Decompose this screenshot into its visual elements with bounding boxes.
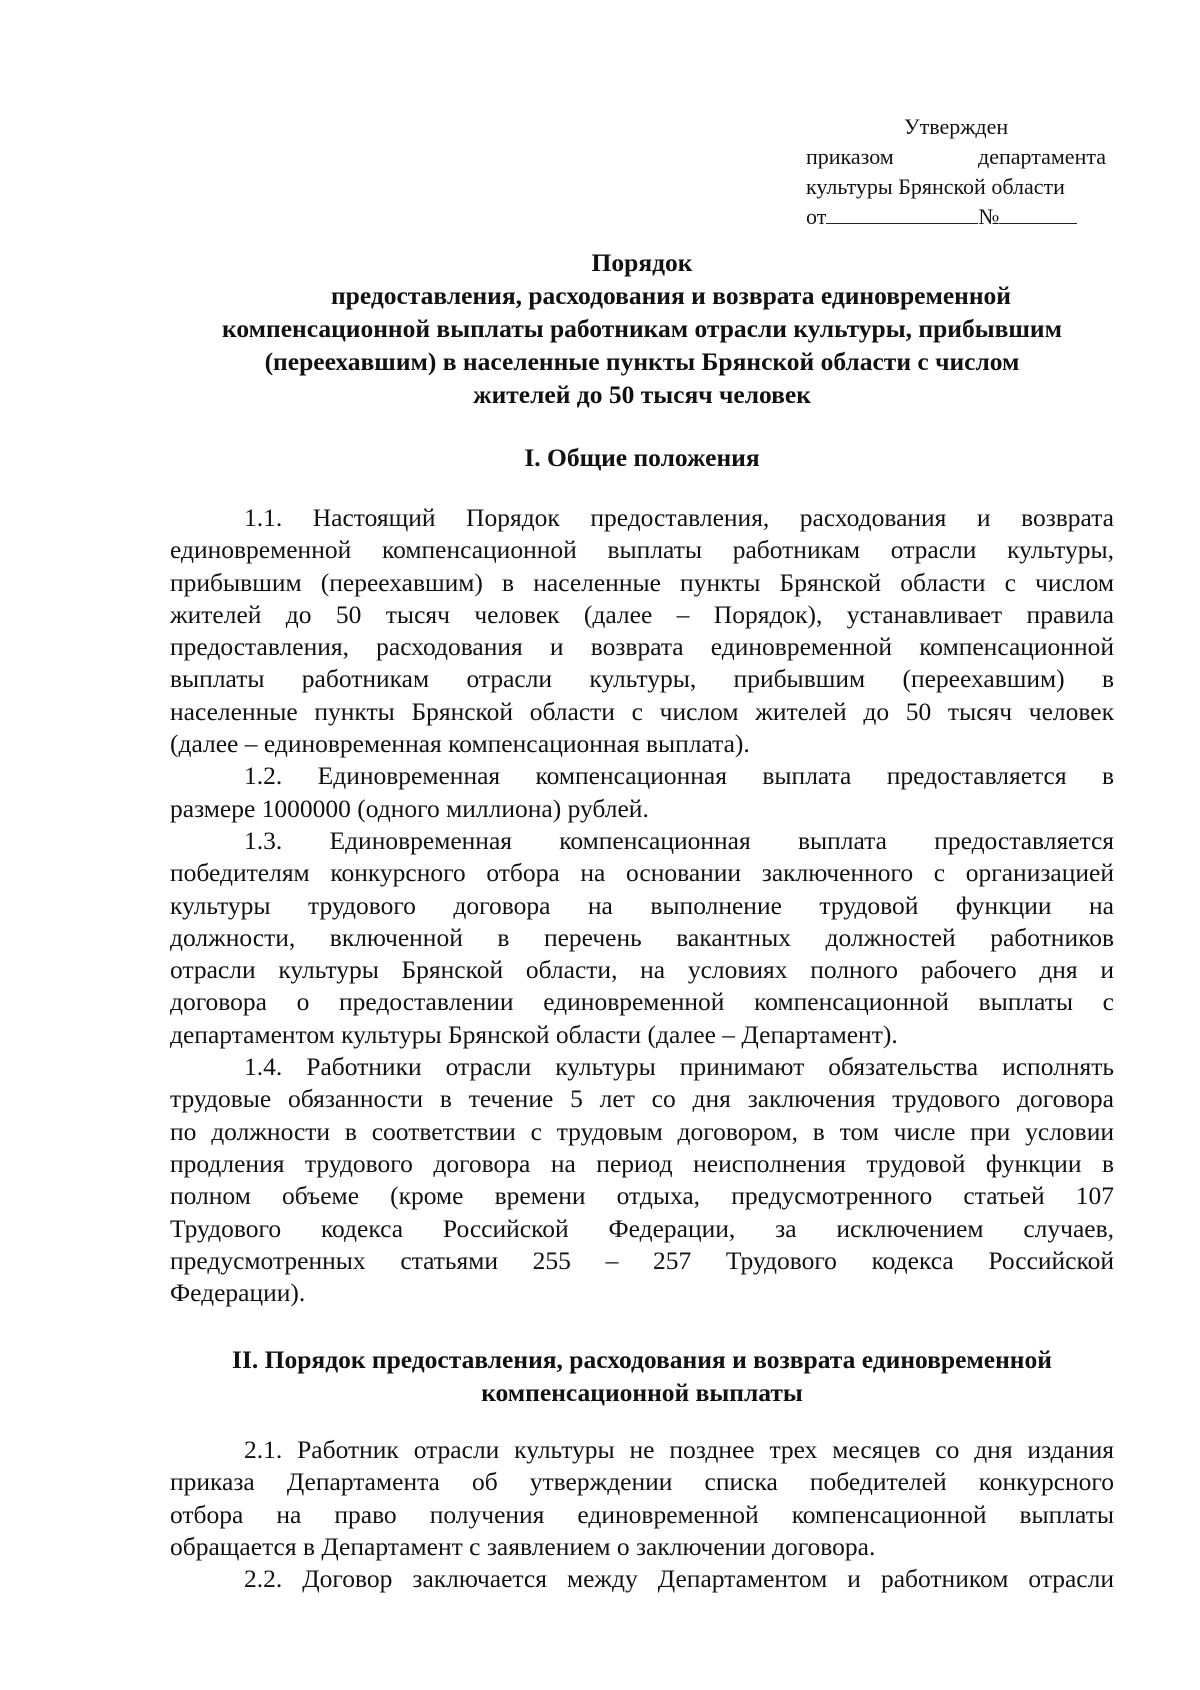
paragraph-line: продления трудового договора на период неисполнения трудовой функции в bbox=[170, 1148, 1114, 1178]
paragraph-1-3 bbox=[170, 825, 1114, 1051]
paragraph-line: полном объеме (кроме времени отдыха, предусмотренного статьей 107 bbox=[170, 1181, 1114, 1211]
paragraph-line: жителей до 50 тысяч человек (далее – Порядок), устанавливает правила bbox=[170, 599, 1114, 629]
approval-order-line bbox=[806, 142, 1106, 172]
paragraph-1-1 bbox=[170, 502, 1114, 760]
approval-date-label: от bbox=[806, 204, 827, 229]
paragraph-line: 1.3. Единовременная компенсационная выплата предоставляется bbox=[244, 825, 1114, 855]
title-line-1: Порядок bbox=[591, 248, 693, 277]
section-1-heading bbox=[170, 441, 1114, 474]
title-line-5: жителей до 50 тысяч человек bbox=[473, 380, 811, 409]
paragraph-line: по должности в соответствии с трудовым договором, в том числе при условии bbox=[170, 1116, 1114, 1146]
title-line-4: (переехавшим) в населенные пункты Брянской области с числом bbox=[264, 347, 1020, 376]
section-2-body bbox=[170, 1434, 1114, 1595]
paragraph-line: 2.2. Договор заключается между Департаментом и работником отрасли bbox=[244, 1564, 1114, 1594]
approval-date-number-line bbox=[806, 202, 1106, 232]
paragraph-line: отбора на право получения единовременной компенсационной выплаты bbox=[170, 1499, 1114, 1529]
approval-order-word: приказом bbox=[806, 144, 894, 169]
paragraph-line: (далее – единовременная компенсационная выплата). bbox=[170, 729, 750, 759]
paragraph-line: населенные пункты Брянской области с числом жителей до 50 тысяч человек bbox=[170, 696, 1114, 726]
approval-department-word: департамента bbox=[978, 144, 1106, 169]
section-2-heading bbox=[170, 1343, 1114, 1409]
paragraph-line: 1.1. Настоящий Порядок предоставления, расходования и возврата bbox=[244, 503, 1114, 532]
approval-number-label: № bbox=[978, 204, 1000, 229]
approval-block bbox=[806, 112, 1106, 232]
paragraph-line: единовременной компенсационной выплаты работникам отрасли культуры, bbox=[170, 535, 1114, 565]
paragraph-line: департаментом культуры Брянской области (далее – Департамент). bbox=[170, 1019, 898, 1049]
approval-number-blank bbox=[999, 205, 1077, 224]
document-title bbox=[170, 246, 1114, 411]
approval-department-name: культуры Брянской области bbox=[806, 174, 1065, 199]
paragraph-line: прибывшим (переехавшим) в населенные пункты Брянской области с числом bbox=[170, 567, 1114, 597]
paragraph-line: культуры трудового договора на выполнение трудовой функции на bbox=[170, 890, 1114, 920]
section-1-heading-text: I. Общие положения bbox=[524, 443, 760, 472]
approval-date-blank bbox=[826, 205, 978, 224]
paragraph-2-1 bbox=[170, 1434, 1114, 1563]
title-line-2: предоставления, расходования и возврата единовременной bbox=[330, 281, 1012, 310]
title-line-3: компенсационной выплаты работникам отрасли культуры, прибывшим bbox=[222, 314, 1062, 343]
paragraph-line: трудовые обязанности в течение 5 лет со дня заключения трудового договора bbox=[170, 1084, 1114, 1114]
paragraph-line: договора о предоставлении единовременной компенсационной выплаты с bbox=[170, 987, 1114, 1017]
paragraph-1-2 bbox=[170, 760, 1114, 825]
paragraph-1-4 bbox=[170, 1051, 1114, 1309]
paragraph-line: отрасли культуры Брянской области, на условиях полного рабочего дня и bbox=[170, 955, 1114, 985]
paragraph-line: 2.1. Работник отрасли культуры не позднее трех месяцев со дня издания bbox=[244, 1435, 1114, 1464]
paragraph-line: должности, включенной в перечень вакантных должностей работников bbox=[170, 922, 1114, 952]
paragraph-line: приказа Департамента об утверждении списка победителей конкурсного bbox=[170, 1467, 1114, 1497]
paragraph-line: победителям конкурсного отбора на основании заключенного с организацией bbox=[170, 858, 1114, 888]
paragraph-line: предусмотренных статьями 255 – 257 Трудового кодекса Российской bbox=[170, 1245, 1114, 1275]
paragraph-line: 1.4. Работники отрасли культуры принимают обязательства исполнять bbox=[244, 1052, 1114, 1082]
paragraph-line: предоставления, расходования и возврата единовременной компенсационной bbox=[170, 632, 1114, 662]
paragraph-line: Трудового кодекса Российской Федерации, за исключением случаев, bbox=[170, 1213, 1114, 1243]
approval-title: Утвержден bbox=[904, 114, 1009, 139]
paragraph-line: обращается в Департамент с заявлением о заключении договора. bbox=[170, 1531, 876, 1561]
paragraph-2-2 bbox=[170, 1563, 1114, 1595]
section-2-heading-line-2: компенсационной выплаты bbox=[481, 1378, 803, 1407]
paragraph-line: 1.2. Единовременная компенсационная выплата предоставляется в bbox=[244, 761, 1114, 791]
paragraph-line: размере 1000000 (одного миллиона) рублей. bbox=[170, 793, 649, 823]
paragraph-line: Федерации). bbox=[170, 1278, 306, 1308]
section-2-heading-line-1: II. Порядок предоставления, расходования и возврата единовременной bbox=[232, 1345, 1052, 1374]
paragraph-line: выплаты работникам отрасли культуры, прибывшим (переехавшим) в bbox=[170, 664, 1114, 694]
section-1-body bbox=[170, 502, 1114, 1309]
